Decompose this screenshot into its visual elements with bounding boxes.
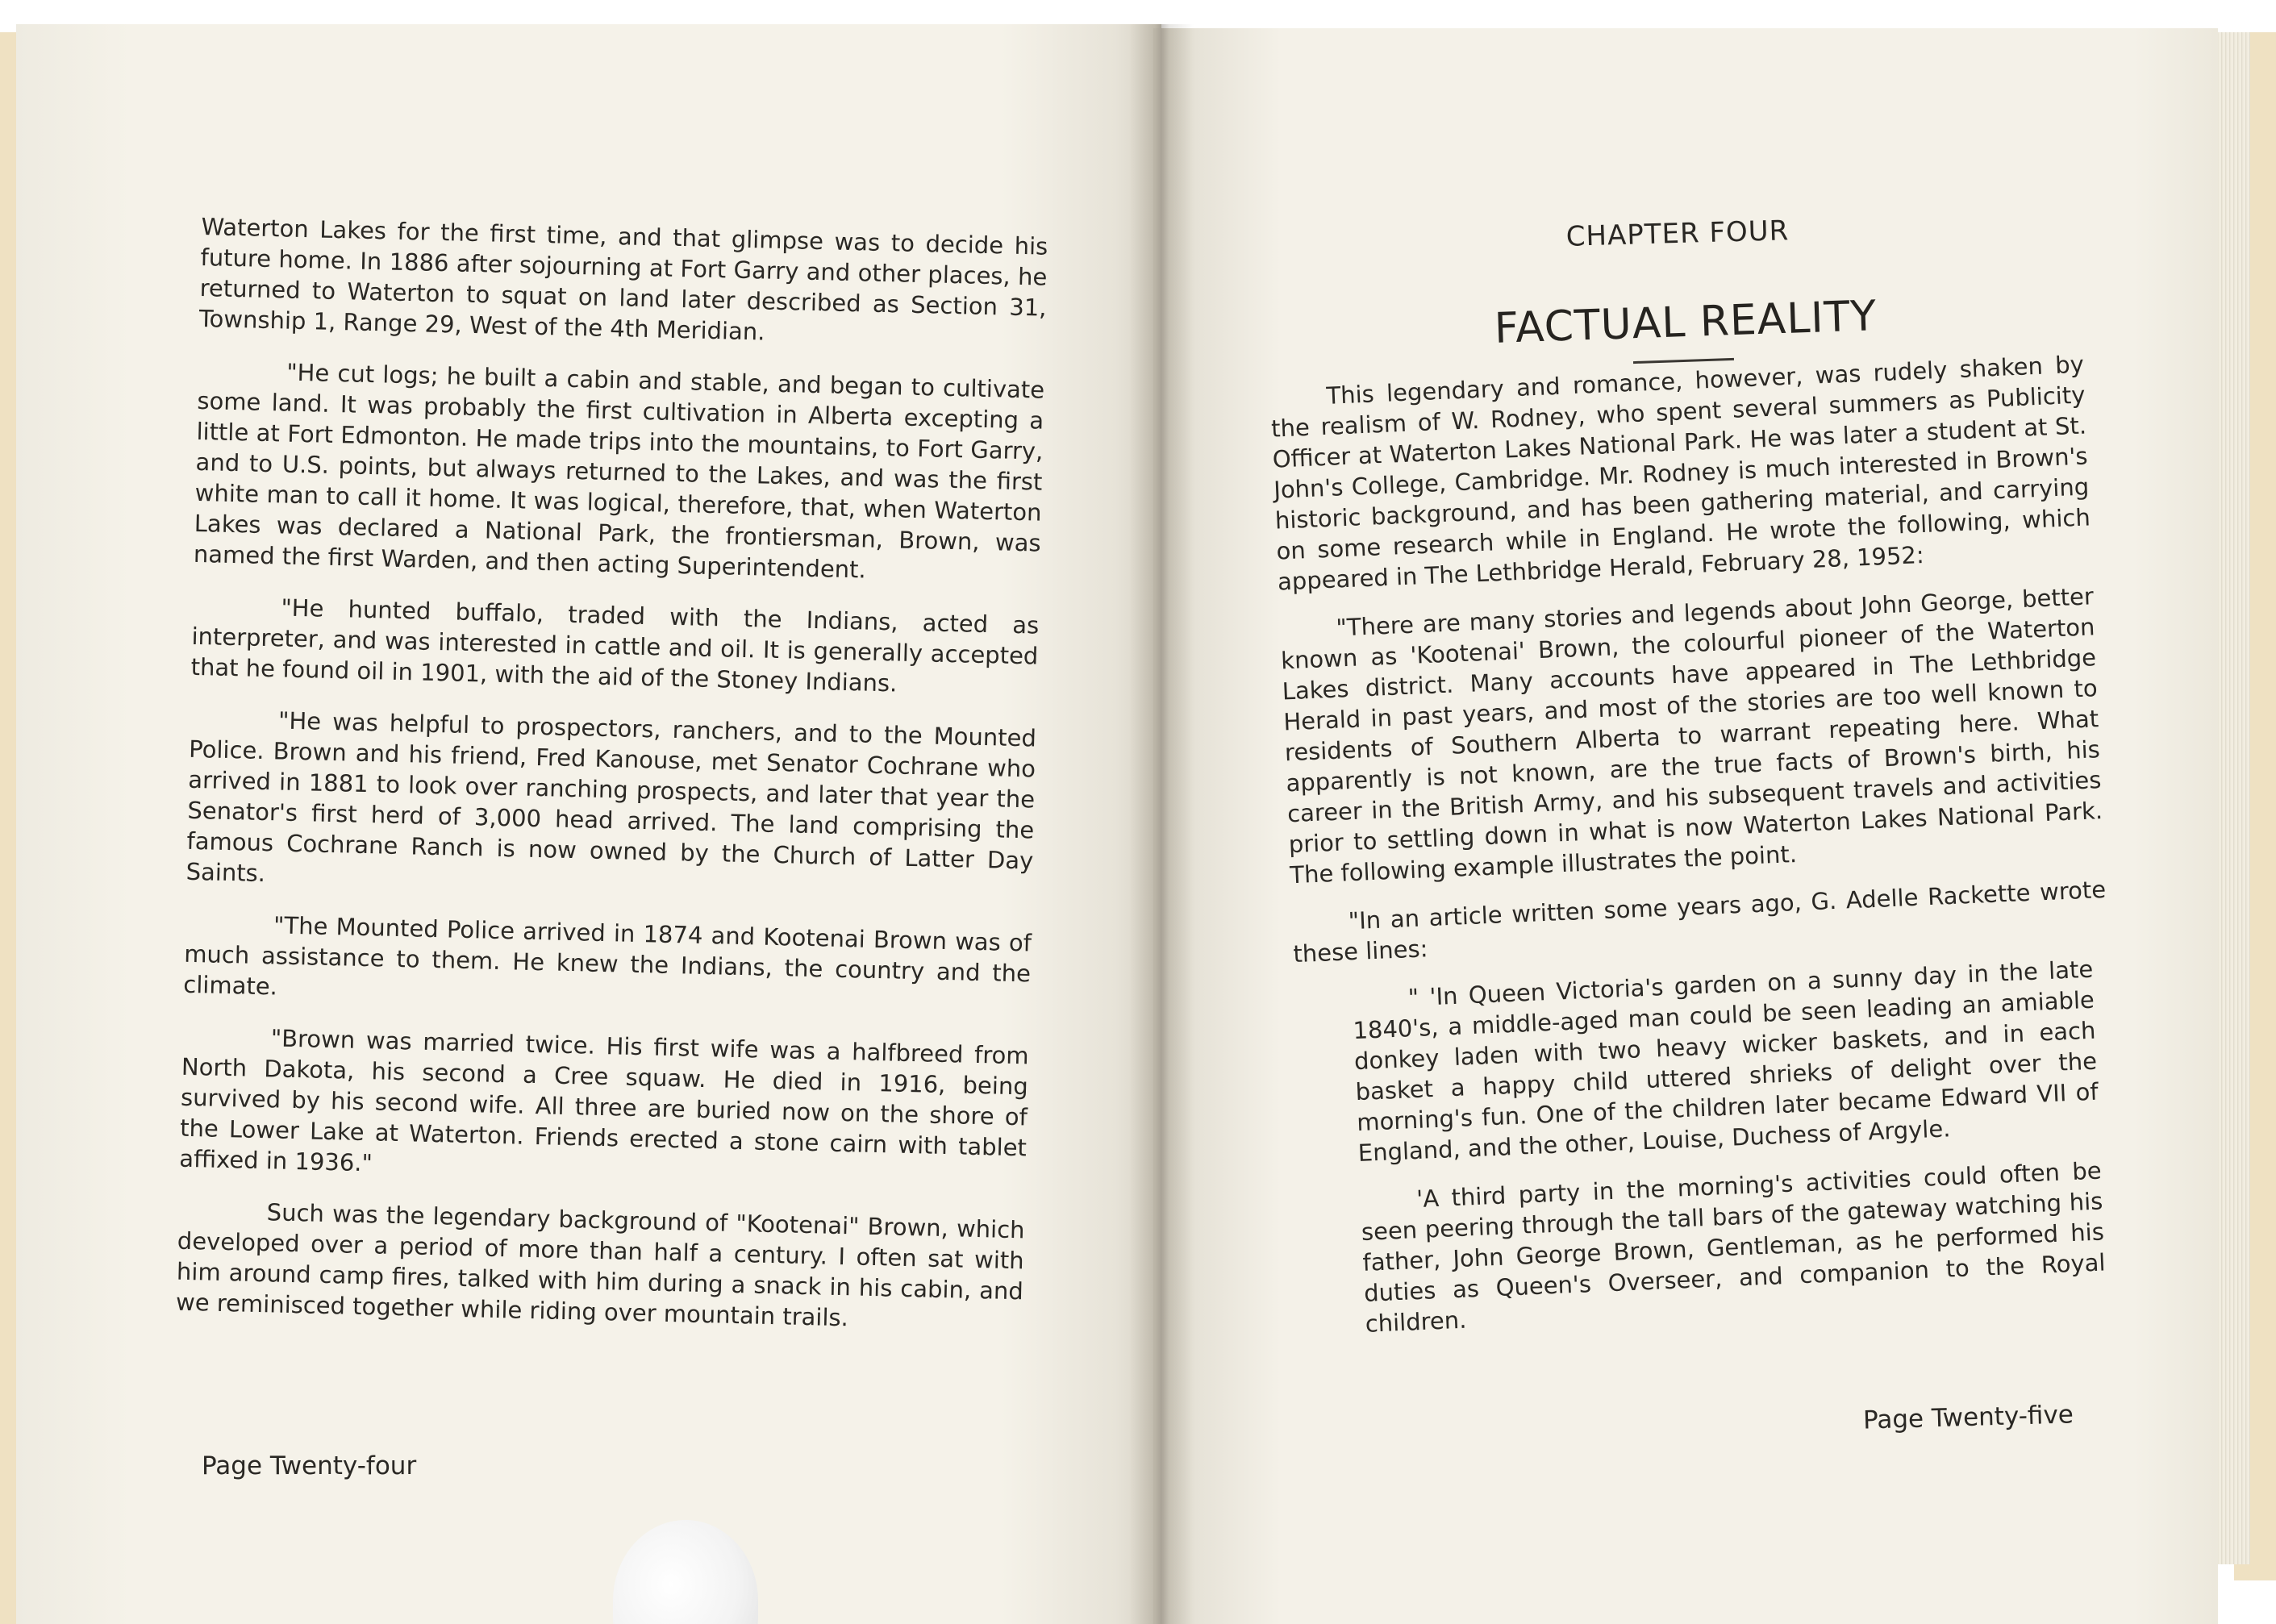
right-page-body — [1262, 180, 2124, 1360]
paragraph: "In an article written some years ago, G. Adelle Rackette wrote these lines: — [1292, 875, 2107, 968]
block-quote — [1351, 954, 2107, 1339]
paragraph: Such was the legendary background of "Kootenai" Brown, which developed over a period of more than half a century. I often sat with him around camp fires, talked with him during a snack in his cabin, and we reminisced together while riding over mountain trails. — [175, 1198, 1025, 1332]
paragraph: "There are many stories and legends about John George, better known as 'Kootenai' Brown, the colourful pioneer of the Waterton Lakes district. Many accounts have appeared in The Lethbridge Herald in past years, and most of the stories are too well known to residents of Southern Alberta to warrant repeating here. What apparently is not known, are the true facts of Brown's birth, his career in the British Army, and his subsequent travels and activities prior to settling down in what is now Waterton Lakes National Park. The following example illustrates the point. — [1280, 582, 2103, 889]
page-number-right: Page Twenty-five — [1862, 1400, 2074, 1435]
paragraph: This legendary and romance, however, was rudely shaken by the realism of W. Rodney, who spent several summers as Publicity Officer at Waterton Lakes National Park. He was later a student at St. John's College, Cambridge. Mr. Rodney is much interested in Brown's historic background, and has been gathering material, and carrying on some research while in England. He wrote the following, which appeared in The Lethbridge Herald, February 28, 1952: — [1270, 350, 2091, 596]
paragraph: "He was helpful to prospectors, ranchers, and to the Mounted Police. Brown and his friend, Fred Kanouse, met Senator Cochrane who arrived in 1881 to look over ranching prospects, and later that year the Senator's first herd of 3,000 head arrived. The land comprising the famous Cochrane Ranch is now owned by the Church of Latter Day Saints. — [185, 706, 1037, 888]
quote-paragraph: " 'In Queen Victoria's garden on a sunny day in the late 1840's, a middle-aged man could be seen leading an amiable donkey laden with two heavy wicker baskets, and in each basket a happy child uttered shrieks of delight over the morning's fun. One of the children later became Edward VII of England, and the other, Louise, Duchess of Argyle. — [1352, 955, 2099, 1168]
book-gutter — [1129, 24, 1194, 1624]
paragraph: "Brown was married twice. His first wife was a halfbreed from North Dakota, his second a Cree squaw. He died in 1916, being survived by his second wife. All three are buried now on the shore of the Lower Lake at Waterton. Friends erected a stone cairn with tablet affixed in 1936." — [178, 1024, 1030, 1177]
left-page-body — [175, 211, 1048, 1358]
quote-paragraph: 'A third party in the morning's activities could often be seen peering through the tall bars of the gateway watching his father, John George Brown, Gentleman, as he performed his duties as Queen's Overseer, and companion to the Royal children. — [1361, 1156, 2107, 1338]
paragraph: "He hunted buffalo, traded with the Indians, acted as interpreter, and was interested in cattle and oil. It is generally accepted that he found oil in 1901, with the aid of the Stoney Indians. — [190, 593, 1040, 697]
paragraph: Waterton Lakes for the first time, and that glimpse was to decide his future home. In 1886 after sojourning at Fort Garry and other places, he returned to Waterton to squat on land later described as Section 31, Township 1, Range 29, West of the 4th Meridian. — [198, 212, 1048, 346]
paragraph: "He cut logs; he built a cabin and stable, and began to cultivate some land. It was probably the first cultivation in Alberta excepting a little at Fort Edmonton. He made trips into the mountains, to Fort Garry, and to U.S. points, but always returned to the Lakes, and was the first white man to call it home. It was logical, therefore, that, when Waterton Lakes was declared a National Park, the frontiersman, Brown, was named the first Warden, and then acting Superintendent. — [193, 358, 1045, 584]
chapter-title: FACTUAL REALITY — [1493, 292, 1878, 353]
chapter-label: CHAPTER FOUR — [1565, 214, 1790, 253]
page-number-left: Page Twenty-four — [202, 1451, 417, 1480]
paragraph: "The Mounted Police arrived in 1874 and Kootenai Brown was of much assistance to them. He knew the Indians, the country and the climate. — [183, 911, 1032, 1001]
